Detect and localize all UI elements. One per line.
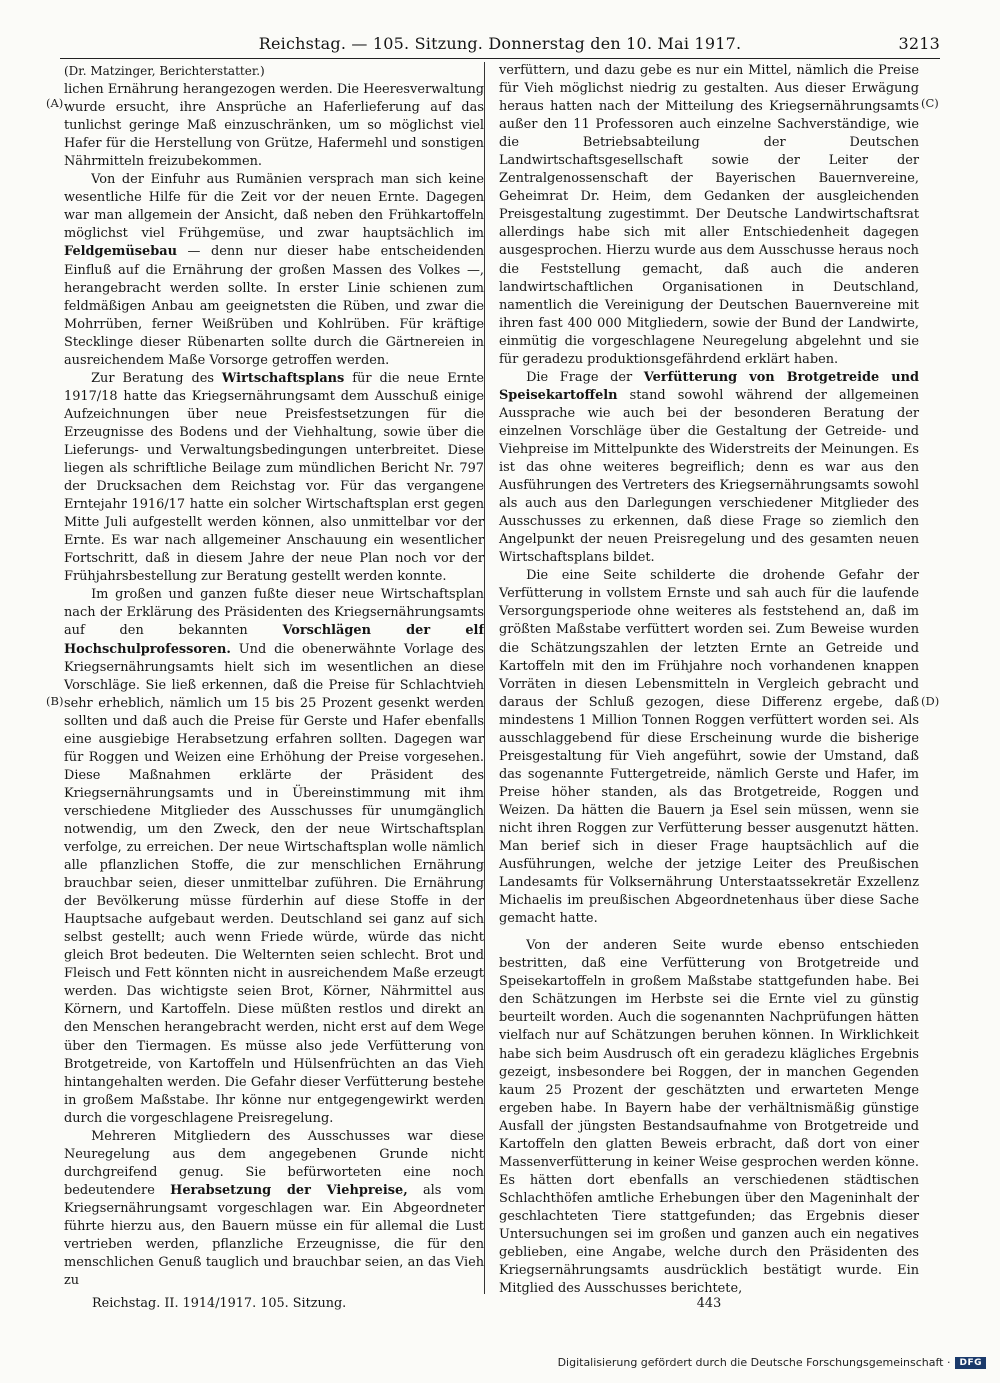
emphasis: Feldgemüsebau: [64, 244, 177, 260]
rapporteur-note: (Dr. Matzinger, Berichterstatter.): [64, 64, 265, 78]
page-header: [60, 34, 940, 59]
paragraph: verfüttern, und dazu gebe es nur ein Mittel, nämlich die Preise für Vieh möglichst niedrig zu gestalten. Aus dieser Erwägung heraus hatten nach der Mitteilung des Kriegsernährungsamts außer den 11 Professoren auch einzelne Sachverständige, wie die Betriebsabteilung der Deutschen Landwirtschaftsgesellschaft sowie der Leiter der Zentralgenossenschaft der Bayerischen Bauernvereine, Geheimrat Dr. Heim, dem Gedanken der ausgleichenden Preisgestaltung zugestimmt. Der Deutsche Landwirtschaftsrat allerdings habe sich mit aller Entschiedenheit dagegen ausgesprochen. Hierzu wurde aus dem Ausschusse heraus noch die Feststellung gemacht, daß auch die anderen landwirtschaftlichen Organisationen in Deutschland, namentlich die Vereinigung der Deutschen Bauernvereine mit ihren fast 400 000 Mitgliedern, sowie der Bund der Landwirte, einmütig die vorgeschlagene Neuregelung abgelehnt und sie für geradezu produktionsgefährdend erklärt haben.: [499, 63, 919, 367]
emphasis: Vorschlägen der elf Hochschulprofessoren.: [64, 623, 484, 657]
margin-mark-a: (A): [46, 96, 64, 110]
page-number: 3213: [898, 34, 940, 53]
dfg-credit-text: Digitalisierung gefördert durch die Deutsche Forschungsgemeinschaft ·: [557, 1356, 951, 1369]
dfg-logo: DFG: [955, 1357, 986, 1369]
emphasis: Herabsetzung der Viehpreise,: [170, 1182, 408, 1198]
paragraph: lichen Ernährung herangezogen werden. Die Heeresverwaltung wurde ersucht, ihre Ansprüche an Haferlieferung auf das tunlichst geringe Maß einzuschränken, um so möglichst viel Hafer für die Herstellung von Grütze, Hafermehl und sonstigen Nährmitteln freizubekommen.: [64, 82, 484, 170]
running-title: Reichstag. — 105. Sitzung. Donnerstag den 10. Mai 1917.: [258, 34, 742, 53]
margin-mark-b: (B): [46, 694, 64, 708]
paragraph: Zur Beratung des Wirtschaftsplans für die neue Ernte 1917/18 hatte das Kriegsernährungsamt dem Ausschuß einige Aufzeichnungen über neue Preisfestsetzungen für die Erzeugnisse des Bodens und der Viehhaltung, sowie über die Lieferungs- und Verwaltungsbedingungen unterbreitet. Diese liegen als schriftliche Beilage zum mündlichen Bericht Nr. 797 der Drucksachen dem Reichstag vor. Für das vergangene Erntejahr 1916/17 hatte ein solcher Wirtschaftsplan erst gegen Mitte Juli aufgestellt werden können, also unmittelbar vor der Ernte. Es war nach allgemeiner Anschauung ein wesentlicher Fortschritt, daß in diesem Jahre der neue Plan noch vor der Frühjahrsbestellung zur Beratung gestellt werden konnte.: [64, 370, 484, 585]
margin-mark-d: (D): [921, 694, 940, 708]
emphasis: Wirtschaftsplans: [221, 370, 345, 386]
dfg-credit: [558, 1356, 986, 1369]
left-column: [64, 62, 484, 1290]
paragraph: Von der Einfuhr aus Rumänien versprach man sich keine wesentliche Hilfe für die Zeit vor der neuen Ernte. Dagegen war man allgemein der Ansicht, daß neben den Frühkartoffeln möglichst viel Frühgemüse, und zwar hauptsächlich im Feldgemüsebau — denn nur dieser habe entscheidenden Einfluß auf die Ernährung der großen Massen des Volkes —, herangebracht werden sollte. In erster Linie schienen zum feldmäßigen Anbau am geeignetsten die Rüben, und zwar die Mohrrüben, ferner Weißrüben und Kohlrüben. Für kräftige Stecklinge dieser Rübenarten sollte durch die Gärtnereien in ausreichendem Maße Vorsorge getroffen werden.: [64, 172, 484, 368]
paragraph: Die Frage der Verfütterung von Brotgetreide und Speisekartoffeln stand sowohl während der allgemeinen Aussprache wie auch bei der besonderen Beratung der einzelnen Vorschläge über die Gestaltung der Getreide- und Viehpreise im Mittelpunkte des Widerstreits der Meinungen. Es ist das ohne weiteres begreiflich; denn es war aus den Ausführungen des Vertreters des Kriegsernährungsamts sowohl als auch aus den Darlegungen verschiedener Mitglieder des Ausschusses zu erkennen, daß diese Frage so ziemlich den Angelpunkt der neuen Preisregelung und des gesamten neuen Wirtschaftsplans bildet.: [499, 369, 919, 566]
right-column: [499, 62, 919, 1298]
emphasis: Verfütterung von Brotgetreide und Speisekartoffeln: [499, 369, 919, 403]
paragraph: Mehreren Mitgliedern des Ausschusses war diese Neuregelung aus dem angegebenen Grunde nicht durchgreifend genug. Sie befürworteten eine noch bedeutendere Herabsetzung der Viehpreise, als vom Kriegsernährungsamt vorgeschlagen war. Ein Abgeordneter führte hierzu aus, den Bauern müsse ein für allemal die Lust vertrieben werden, pflanzliche Erzeugnisse, die für den menschlichen Genuß tauglich und brauchbar seien, an das Vieh zu: [64, 1128, 484, 1289]
paragraph: Im großen und ganzen fußte dieser neue Wirtschaftsplan nach der Erklärung des Präsidenten des Kriegsernährungsamts auf den bekannten Vorschlägen der elf Hochschulprofessoren. Und die obenerwähnte Vorlage des Kriegsernährungsamts hielt sich im wesentlichen an diese Vorschläge. Sie ließ erkennen, daß die Preise für Schlachtvieh sehr erheblich, nämlich um 15 bis 25 Prozent gesenkt werden sollten und daß auch die Preise für Gerste und Hafer ebenfalls eine ausgiebige Herabsetzung erfahren sollten. Dagegen war für Roggen und Weizen eine Erhöhung der Preise vorgesehen. Diese Maßnahmen erklärte der Präsident des Kriegsernährungsamts und in Übereinstimmung mit ihm verschiedene Mitglieder des Ausschusses für unumgänglich notwendig, um den Zweck, den der neue Wirtschaftsplan verfolge, zu erreichen. Der neue Wirtschaftsplan wolle nämlich alle pflanzlichen Stoffe, die zur menschlichen Ernährung brauchbar seien, dieser unmittelbar zuführen. Die Ernährung der Bevölkerung müsse fürderhin auf diese Stoffe in der Hauptsache aufgebaut werden. Deutschland sei ganz auf sich selbst gestellt; auch wenn Friede würde, würde das nicht gleich Brot bedeuten. Die Welternten seien schlecht. Brot und Fleisch und Fett könnten nicht in ausreichendem Maße erzeugt werden. Das wichtigste seien Brot, Körner, Nährmittel aus Körnern, und Kartoffeln. Diese müßten restlos und direkt an den Menschen herangebracht werden, nicht erst auf dem Wege über den Tiermagen. Es müsse also jede Verfütterung von Brotgetreide, von Kartoffeln und Hülsenfrüchten an das Vieh hintangehalten werden. Die Gefahr dieser Verfütterung bestehe in großem Maßstabe. Ihr könne nur entgegengewirkt werden durch die vorgeschlagene Preisregelung.: [64, 587, 484, 1126]
margin-mark-c: (C): [921, 96, 939, 110]
column-divider: [484, 62, 485, 1294]
footer-left: Reichstag. II. 1914/1917. 105. Sitzung.: [92, 1296, 347, 1311]
paragraph: Von der anderen Seite wurde ebenso entschieden bestritten, daß eine Verfütterung von Brotgetreide und Speisekartoffeln in großem Maßstabe stattgefunden habe. Bei den Schätzungen im Herbste sei die Ernte viel zu günstig beurteilt worden. Auch die sogenannten Nachprüfungen hätten vielfach nur auf Schätzungen beruhen können. In Wirklichkeit habe sich beim Ausdrusch oft ein geradezu klägliches Ergebnis gezeigt, insbesondere bei Roggen, der in manchen Gegenden kaum 25 Prozent der geschätzten und erwarteten Menge ergeben habe. In Bayern habe der verhältnismäßig günstige Ausfall der jüngsten Bestandsaufnahme von Brotgetreide und Kartoffeln den glatten Beweis erbracht, daß dort von einer Massenverfütterung in keiner Weise gesprochen werden könne. Es hätten dort ebenfalls an verschiedenen städtischen Schlachthöfen amtliche Erhebungen über den Mageninhalt der geschlachteten Tiere stattgefunden; das Ergebnis dieser Untersuchungen sei im großen und ganzen auch ein negatives geblieben, eine Angabe, welche durch den Präsidenten des Kriegsernährungsamts ausdrücklich bestätigt wurde. Ein Mitglied des Ausschusses berichtete,: [499, 938, 919, 1297]
footer-sheet-number: 443: [696, 1296, 722, 1311]
paragraph: Die eine Seite schilderte die drohende Gefahr der Verfütterung in vollstem Ernste und sah auch für die laufende Versorgungsperiode ohne weiteres als feststehend an, daß im größten Maßstabe verfüttert worden sei. Zum Beweise wurden die Schätzungszahlen der letzten Ernte an Getreide und Kartoffeln mit den im Frühjahre noch vorhandenen knappen Vorräten in diesen Lebensmitteln in Vergleich gebracht und daraus der Schluß gezogen, diese Differenz ergebe, daß mindestens 1 Million Tonnen Roggen verfüttert worden sei. Als ausschlaggebend für diese Erscheinung wurde die bisherige Preisgestaltung für Vieh angeführt, sowie der Umstand, daß das sogenannte Futtergetreide, nämlich Gerste und Hafer, im Preise höher standen, als das Brotgetreide, Roggen und Weizen. Da hätten die Bauern ja Esel sein müssen, wenn sie nicht ihren Roggen zur Verfütterung besser ausgenutzt hätten. Man berief sich in dieser Frage hauptsächlich auf die Ausführungen, welche der jetzige Leiter des Preußischen Landesamts für Volksernährung Unterstaatssekretär Exzellenz Michaelis im preußischen Abgeordnetenhaus über diese Sache gemacht hatte.: [499, 568, 919, 927]
